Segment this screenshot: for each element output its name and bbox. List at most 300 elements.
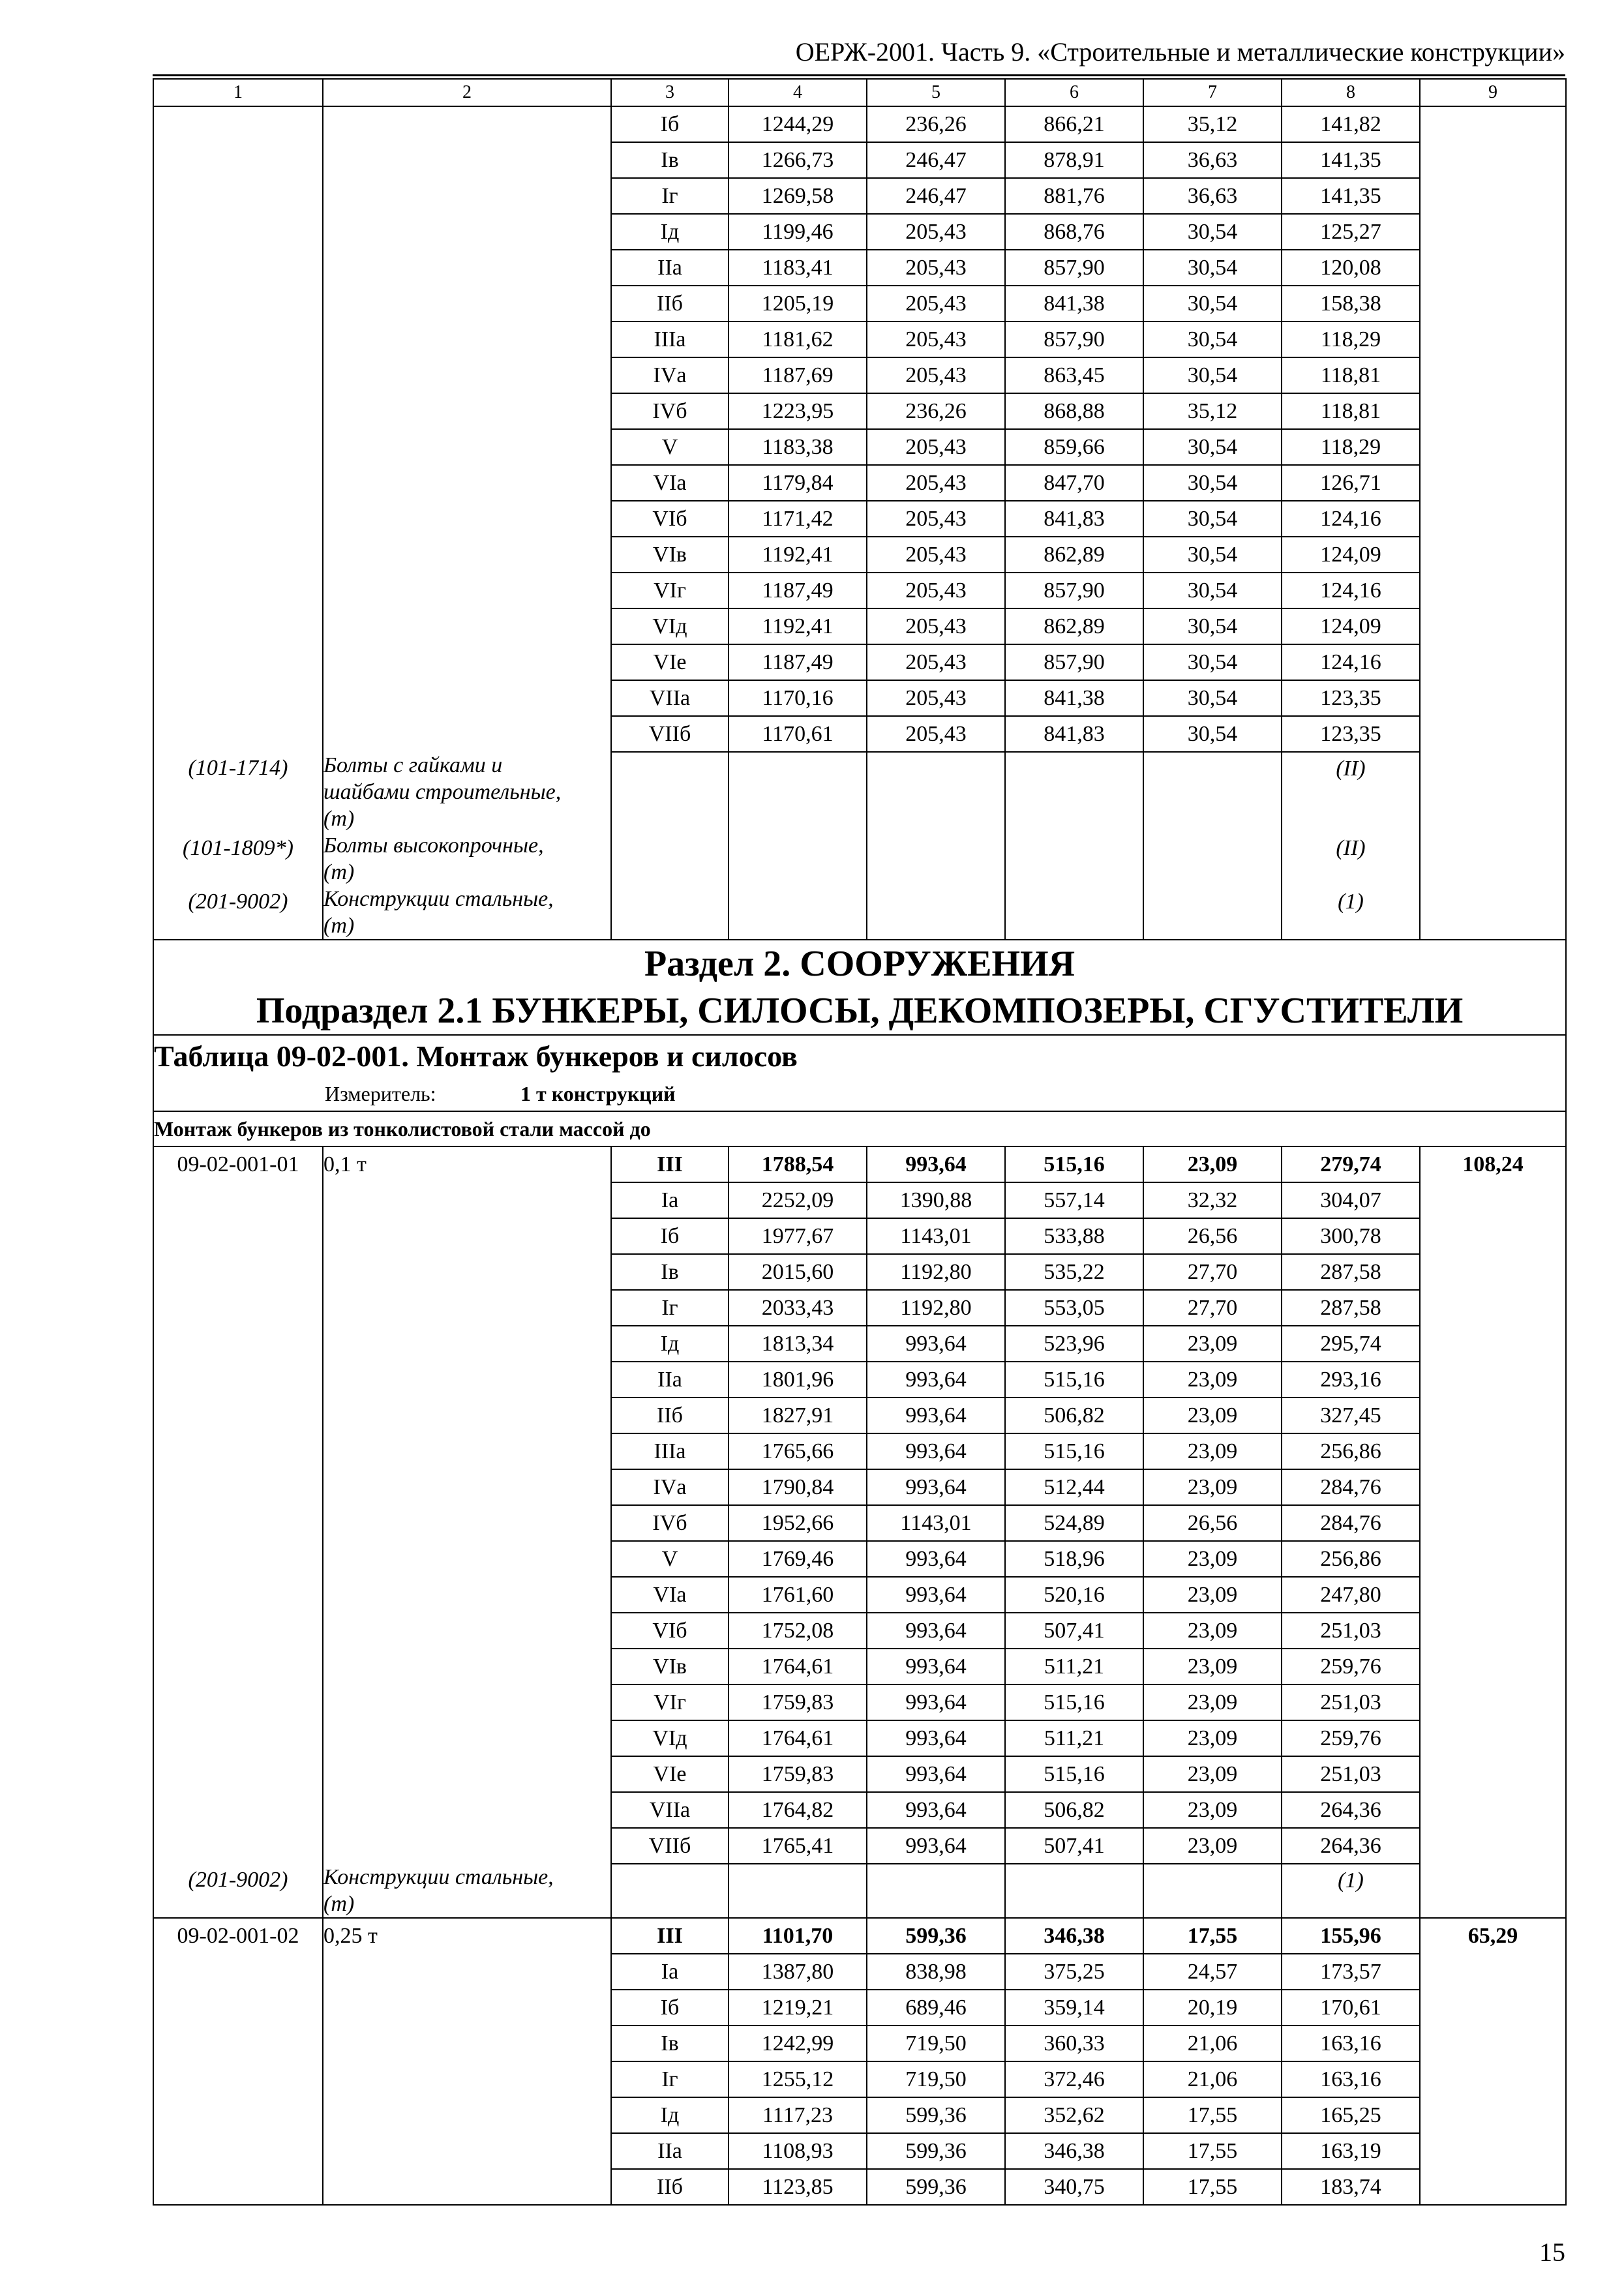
row-code xyxy=(153,465,323,501)
value-cell: 124,16 xyxy=(1282,501,1420,537)
row-name xyxy=(323,1469,611,1505)
value-cell: 246,47 xyxy=(867,142,1005,178)
col9-cell xyxy=(1420,2061,1566,2097)
value-cell: 279,74 xyxy=(1282,1146,1420,1182)
zone-cell: IVа xyxy=(611,1469,729,1505)
row-code xyxy=(153,1756,323,1792)
row-code xyxy=(153,1828,323,1864)
row-name xyxy=(323,501,611,537)
zone-cell: VIв xyxy=(611,1649,729,1684)
value-cell: 515,16 xyxy=(1005,1146,1143,1182)
row-name xyxy=(323,1684,611,1720)
material-name-line: Конструкции стальные, xyxy=(323,1865,554,1889)
row-code xyxy=(153,1990,323,2026)
col9-cell xyxy=(1420,142,1566,178)
value-cell: 35,12 xyxy=(1143,106,1282,142)
zone-cell: IIб xyxy=(611,286,729,322)
empty-cell xyxy=(1420,832,1566,886)
row-name xyxy=(323,2169,611,2205)
value-cell: 1266,73 xyxy=(729,142,867,178)
col9-cell xyxy=(1420,1541,1566,1577)
table-row xyxy=(153,286,1566,322)
value-cell: 17,55 xyxy=(1143,1918,1282,1954)
value-cell: 163,16 xyxy=(1282,2026,1420,2061)
col9-cell xyxy=(1420,1505,1566,1541)
value-cell: 24,57 xyxy=(1143,1954,1282,1990)
value-cell: 17,55 xyxy=(1143,2169,1282,2205)
measure-cell xyxy=(153,1077,1566,1111)
value-cell: 35,12 xyxy=(1143,393,1282,429)
value-cell: 23,09 xyxy=(1143,1577,1282,1613)
value-cell: 304,07 xyxy=(1282,1182,1420,1218)
value-cell: 1269,58 xyxy=(729,178,867,214)
material-code: (101-1714) xyxy=(153,752,323,832)
value-cell: 26,56 xyxy=(1143,1505,1282,1541)
value-cell: 1170,61 xyxy=(729,716,867,752)
table-row xyxy=(153,2097,1566,2133)
value-cell: 284,76 xyxy=(1282,1505,1420,1541)
value-cell: 120,08 xyxy=(1282,250,1420,286)
value-cell: 1192,80 xyxy=(867,1290,1005,1326)
column-number-cell: 6 xyxy=(1005,79,1143,106)
value-cell: 719,50 xyxy=(867,2026,1005,2061)
row-name xyxy=(323,1792,611,1828)
col9-cell xyxy=(1420,1990,1566,2026)
row-name xyxy=(323,2097,611,2133)
col9-cell xyxy=(1420,1326,1566,1362)
value-cell: 118,29 xyxy=(1282,429,1420,465)
value-cell: 1219,21 xyxy=(729,1990,867,2026)
row-name xyxy=(323,1990,611,2026)
row-code: 09-02-001-02 xyxy=(153,1918,323,1954)
table-row xyxy=(153,1954,1566,1990)
value-cell: 1827,91 xyxy=(729,1398,867,1433)
value-cell: 506,82 xyxy=(1005,1792,1143,1828)
table-row xyxy=(153,1146,1566,1182)
value-cell: 533,88 xyxy=(1005,1218,1143,1254)
value-cell: 1769,46 xyxy=(729,1541,867,1577)
row-code: 09-02-001-01 xyxy=(153,1146,323,1182)
material-row xyxy=(153,1864,1566,1918)
value-cell: 841,83 xyxy=(1005,716,1143,752)
value-cell: 256,86 xyxy=(1282,1433,1420,1469)
table-row xyxy=(153,214,1566,250)
col9-cell xyxy=(1420,501,1566,537)
material-name-line: Болты с гайками и xyxy=(323,753,503,777)
value-cell: 993,64 xyxy=(867,1756,1005,1792)
value-cell: 205,43 xyxy=(867,429,1005,465)
value-cell: 165,25 xyxy=(1282,2097,1420,2133)
value-cell: 23,09 xyxy=(1143,1756,1282,1792)
table-title-row xyxy=(153,1035,1566,1077)
value-cell: 993,64 xyxy=(867,1684,1005,1720)
value-cell: 506,82 xyxy=(1005,1398,1143,1433)
zone-cell: VIIа xyxy=(611,680,729,716)
zone-cell: IIа xyxy=(611,250,729,286)
value-cell: 118,81 xyxy=(1282,357,1420,393)
row-name xyxy=(323,286,611,322)
row-name xyxy=(323,429,611,465)
zone-cell: VIв xyxy=(611,537,729,573)
col9-cell: 108,24 xyxy=(1420,1146,1566,1182)
column-number-cell: 1 xyxy=(153,79,323,106)
material-value: (II) xyxy=(1282,752,1420,832)
value-cell: 1187,49 xyxy=(729,644,867,680)
value-cell: 719,50 xyxy=(867,2061,1005,2097)
value-cell: 125,27 xyxy=(1282,214,1420,250)
value-cell: 36,63 xyxy=(1143,178,1282,214)
col9-cell xyxy=(1420,1433,1566,1469)
value-cell: 993,64 xyxy=(867,1577,1005,1613)
table-title: Таблица 09-02-001. Монтаж бункеров и силосов xyxy=(153,1035,1566,1077)
measure-label: Измеритель: xyxy=(325,1082,436,1105)
measure-row xyxy=(153,1077,1566,1111)
value-cell: 17,55 xyxy=(1143,2133,1282,2169)
column-number-cell: 3 xyxy=(611,79,729,106)
zone-cell: Iв xyxy=(611,142,729,178)
page-number: 15 xyxy=(1539,2237,1565,2267)
value-cell: 30,54 xyxy=(1143,608,1282,644)
row-code xyxy=(153,106,323,142)
row-code xyxy=(153,393,323,429)
mount-title: Монтаж бункеров из тонколистовой стали массой до xyxy=(153,1111,1566,1146)
table-row xyxy=(153,1720,1566,1756)
row-name xyxy=(323,1828,611,1864)
zone-cell: VIIб xyxy=(611,1828,729,1864)
table-row xyxy=(153,1577,1566,1613)
value-cell: 1108,93 xyxy=(729,2133,867,2169)
row-code xyxy=(153,537,323,573)
value-cell: 993,64 xyxy=(867,1469,1005,1505)
value-cell: 993,64 xyxy=(867,1613,1005,1649)
row-code xyxy=(153,286,323,322)
value-cell: 23,09 xyxy=(1143,1469,1282,1505)
row-code xyxy=(153,501,323,537)
zone-cell: Iб xyxy=(611,1218,729,1254)
table-row xyxy=(153,357,1566,393)
value-cell: 170,61 xyxy=(1282,1990,1420,2026)
value-cell: 1187,49 xyxy=(729,573,867,608)
row-code xyxy=(153,1649,323,1684)
row-code xyxy=(153,250,323,286)
value-cell: 158,38 xyxy=(1282,286,1420,322)
value-cell: 1977,67 xyxy=(729,1218,867,1254)
column-number-cell: 9 xyxy=(1420,79,1566,106)
column-number-cell: 5 xyxy=(867,79,1005,106)
row-code xyxy=(153,1505,323,1541)
table-row xyxy=(153,1990,1566,2026)
col9-cell xyxy=(1420,250,1566,286)
table-row xyxy=(153,1433,1566,1469)
empty-cell xyxy=(1143,1864,1282,1918)
value-cell: 346,38 xyxy=(1005,2133,1143,2169)
material-name-line: шайбами строительные, xyxy=(323,780,562,804)
empty-cell xyxy=(1420,752,1566,832)
value-cell: 1801,96 xyxy=(729,1362,867,1398)
table-row xyxy=(153,465,1566,501)
value-cell: 205,43 xyxy=(867,250,1005,286)
value-cell: 23,09 xyxy=(1143,1792,1282,1828)
value-cell: 557,14 xyxy=(1005,1182,1143,1218)
col9-cell xyxy=(1420,1613,1566,1649)
row-name xyxy=(323,1613,611,1649)
value-cell: 32,32 xyxy=(1143,1182,1282,1218)
value-cell: 23,09 xyxy=(1143,1326,1282,1362)
value-cell: 205,43 xyxy=(867,680,1005,716)
material-code: (101-1809*) xyxy=(153,832,323,886)
row-code xyxy=(153,1290,323,1326)
zone-cell: Iб xyxy=(611,1990,729,2026)
row-name xyxy=(323,250,611,286)
empty-cell xyxy=(867,832,1005,886)
empty-cell xyxy=(729,886,867,940)
empty-cell xyxy=(867,1864,1005,1918)
value-cell: 251,03 xyxy=(1282,1684,1420,1720)
row-code xyxy=(153,1362,323,1398)
value-cell: 1952,66 xyxy=(729,1505,867,1541)
row-name xyxy=(323,537,611,573)
value-cell: 30,54 xyxy=(1143,250,1282,286)
table-row xyxy=(153,716,1566,752)
value-cell: 205,43 xyxy=(867,644,1005,680)
zone-cell: IIб xyxy=(611,2169,729,2205)
value-cell: 993,64 xyxy=(867,1828,1005,1864)
col9-cell xyxy=(1420,1954,1566,1990)
value-cell: 30,54 xyxy=(1143,214,1282,250)
row-code xyxy=(153,214,323,250)
value-cell: 993,64 xyxy=(867,1398,1005,1433)
row-code xyxy=(153,1577,323,1613)
zone-cell: VIе xyxy=(611,1756,729,1792)
page-header: ОЕРЖ-2001. Часть 9. «Строительные и металлические конструкции» xyxy=(795,37,1565,67)
row-code xyxy=(153,142,323,178)
zone-cell: VIг xyxy=(611,573,729,608)
value-cell: 1790,84 xyxy=(729,1469,867,1505)
value-cell: 23,09 xyxy=(1143,1613,1282,1649)
col9-cell xyxy=(1420,429,1566,465)
zone-cell: V xyxy=(611,429,729,465)
zone-cell: VIд xyxy=(611,608,729,644)
row-name xyxy=(323,1505,611,1541)
row-name: 0,25 т xyxy=(323,1918,611,1954)
row-code xyxy=(153,1954,323,1990)
value-cell: 155,96 xyxy=(1282,1918,1420,1954)
col9-cell xyxy=(1420,286,1566,322)
empty-cell xyxy=(729,752,867,832)
value-cell: 863,45 xyxy=(1005,357,1143,393)
value-cell: 247,80 xyxy=(1282,1577,1420,1613)
table-row xyxy=(153,1505,1566,1541)
row-name xyxy=(323,1577,611,1613)
value-cell: 173,57 xyxy=(1282,1954,1420,1990)
value-cell: 375,25 xyxy=(1005,1954,1143,1990)
col9-cell xyxy=(1420,1756,1566,1792)
value-cell: 841,83 xyxy=(1005,501,1143,537)
row-name xyxy=(323,465,611,501)
table-row xyxy=(153,1541,1566,1577)
value-cell: 123,35 xyxy=(1282,716,1420,752)
value-cell: 1765,66 xyxy=(729,1433,867,1469)
table-row xyxy=(153,1362,1566,1398)
column-number-cell: 4 xyxy=(729,79,867,106)
value-cell: 993,64 xyxy=(867,1649,1005,1684)
value-cell: 857,90 xyxy=(1005,322,1143,357)
value-cell: 264,36 xyxy=(1282,1792,1420,1828)
value-cell: 507,41 xyxy=(1005,1613,1143,1649)
measure-value: 1 т конструкций xyxy=(520,1082,676,1105)
empty-cell xyxy=(1005,1864,1143,1918)
value-cell: 205,43 xyxy=(867,357,1005,393)
value-cell: 236,26 xyxy=(867,393,1005,429)
value-cell: 30,54 xyxy=(1143,573,1282,608)
column-number-cell: 2 xyxy=(323,79,611,106)
table-row xyxy=(153,608,1566,644)
value-cell: 993,64 xyxy=(867,1541,1005,1577)
value-cell: 340,75 xyxy=(1005,2169,1143,2205)
value-cell: 141,35 xyxy=(1282,142,1420,178)
row-name xyxy=(323,1290,611,1326)
value-cell: 1387,80 xyxy=(729,1954,867,1990)
table-row xyxy=(153,1254,1566,1290)
col9-cell xyxy=(1420,2169,1566,2205)
col9-cell xyxy=(1420,1649,1566,1684)
col9-cell: 65,29 xyxy=(1420,1918,1566,1954)
value-cell: 205,43 xyxy=(867,537,1005,573)
value-cell: 535,22 xyxy=(1005,1254,1143,1290)
value-cell: 1761,60 xyxy=(729,1577,867,1613)
value-cell: 1192,41 xyxy=(729,608,867,644)
zone-cell: Iа xyxy=(611,1954,729,1990)
empty-cell xyxy=(1143,832,1282,886)
empty-cell xyxy=(611,752,729,832)
value-cell: 1390,88 xyxy=(867,1182,1005,1218)
row-code xyxy=(153,1720,323,1756)
material-name-line: Болты высокопрочные, xyxy=(323,833,544,858)
value-cell: 23,09 xyxy=(1143,1146,1282,1182)
value-cell: 866,21 xyxy=(1005,106,1143,142)
value-cell: 515,16 xyxy=(1005,1433,1143,1469)
zone-cell: III xyxy=(611,1146,729,1182)
row-name xyxy=(323,1756,611,1792)
value-cell: 993,64 xyxy=(867,1362,1005,1398)
value-cell: 512,44 xyxy=(1005,1469,1143,1505)
row-name xyxy=(323,178,611,214)
material-name-line: (т) xyxy=(323,807,355,831)
value-cell: 1183,38 xyxy=(729,429,867,465)
table-row xyxy=(153,2026,1566,2061)
value-cell: 205,43 xyxy=(867,716,1005,752)
table-row xyxy=(153,1828,1566,1864)
empty-cell xyxy=(1420,1864,1566,1918)
row-name xyxy=(323,2026,611,2061)
value-cell: 27,70 xyxy=(1143,1290,1282,1326)
value-cell: 1101,70 xyxy=(729,1918,867,1954)
value-cell: 118,29 xyxy=(1282,322,1420,357)
value-cell: 1192,80 xyxy=(867,1254,1005,1290)
row-code xyxy=(153,2133,323,2169)
row-name xyxy=(323,357,611,393)
col9-cell xyxy=(1420,2097,1566,2133)
table-row xyxy=(153,393,1566,429)
table-row xyxy=(153,178,1566,214)
table-row xyxy=(153,1684,1566,1720)
row-name xyxy=(323,1398,611,1433)
value-cell: 287,58 xyxy=(1282,1290,1420,1326)
col9-cell xyxy=(1420,1290,1566,1326)
table-row xyxy=(153,1182,1566,1218)
value-cell: 859,66 xyxy=(1005,429,1143,465)
value-cell: 1788,54 xyxy=(729,1146,867,1182)
zone-cell: Iг xyxy=(611,1290,729,1326)
col9-cell xyxy=(1420,1218,1566,1254)
col9-cell xyxy=(1420,1720,1566,1756)
row-code xyxy=(153,357,323,393)
row-code xyxy=(153,1218,323,1254)
value-cell: 1244,29 xyxy=(729,106,867,142)
row-code xyxy=(153,1433,323,1469)
value-cell: 259,76 xyxy=(1282,1720,1420,1756)
zone-cell: VIа xyxy=(611,1577,729,1613)
empty-cell xyxy=(611,1864,729,1918)
subsection-title: Подраздел 2.1 БУНКЕРЫ, СИЛОСЫ, ДЕКОМПОЗЕРЫ, СГУСТИТЕЛИ xyxy=(153,987,1566,1035)
column-number-cell: 7 xyxy=(1143,79,1282,106)
table-row xyxy=(153,1326,1566,1362)
zone-cell: VIг xyxy=(611,1684,729,1720)
zone-cell: IVа xyxy=(611,357,729,393)
col9-cell xyxy=(1420,465,1566,501)
column-number-cell: 8 xyxy=(1282,79,1420,106)
value-cell: 1117,23 xyxy=(729,2097,867,2133)
value-cell: 124,16 xyxy=(1282,573,1420,608)
table-row xyxy=(153,2061,1566,2097)
col9-cell xyxy=(1420,644,1566,680)
zone-cell: VIе xyxy=(611,644,729,680)
value-cell: 293,16 xyxy=(1282,1362,1420,1398)
table-row xyxy=(153,1469,1566,1505)
value-cell: 163,16 xyxy=(1282,2061,1420,2097)
col9-cell xyxy=(1420,1577,1566,1613)
value-cell: 30,54 xyxy=(1143,429,1282,465)
row-name xyxy=(323,322,611,357)
col9-cell xyxy=(1420,106,1566,142)
value-cell: 17,55 xyxy=(1143,2097,1282,2133)
value-cell: 993,64 xyxy=(867,1720,1005,1756)
value-cell: 1171,42 xyxy=(729,501,867,537)
col9-cell xyxy=(1420,1398,1566,1433)
value-cell: 599,36 xyxy=(867,2133,1005,2169)
value-cell: 1192,41 xyxy=(729,537,867,573)
value-cell: 993,64 xyxy=(867,1326,1005,1362)
value-cell: 256,86 xyxy=(1282,1541,1420,1577)
row-code xyxy=(153,1469,323,1505)
material-name-line: (т) xyxy=(323,1892,355,1916)
value-cell: 259,76 xyxy=(1282,1649,1420,1684)
value-cell: 881,76 xyxy=(1005,178,1143,214)
empty-cell xyxy=(1005,886,1143,940)
value-cell: 1759,83 xyxy=(729,1684,867,1720)
table-row xyxy=(153,1398,1566,1433)
row-name xyxy=(323,1182,611,1218)
material-name-line: (т) xyxy=(323,914,355,938)
row-code xyxy=(153,1182,323,1218)
row-name xyxy=(323,106,611,142)
mount-title-row xyxy=(153,1111,1566,1146)
empty-cell xyxy=(867,752,1005,832)
value-cell: 23,09 xyxy=(1143,1398,1282,1433)
value-cell: 518,96 xyxy=(1005,1541,1143,1577)
value-cell: 1255,12 xyxy=(729,2061,867,2097)
zone-cell: Iд xyxy=(611,214,729,250)
